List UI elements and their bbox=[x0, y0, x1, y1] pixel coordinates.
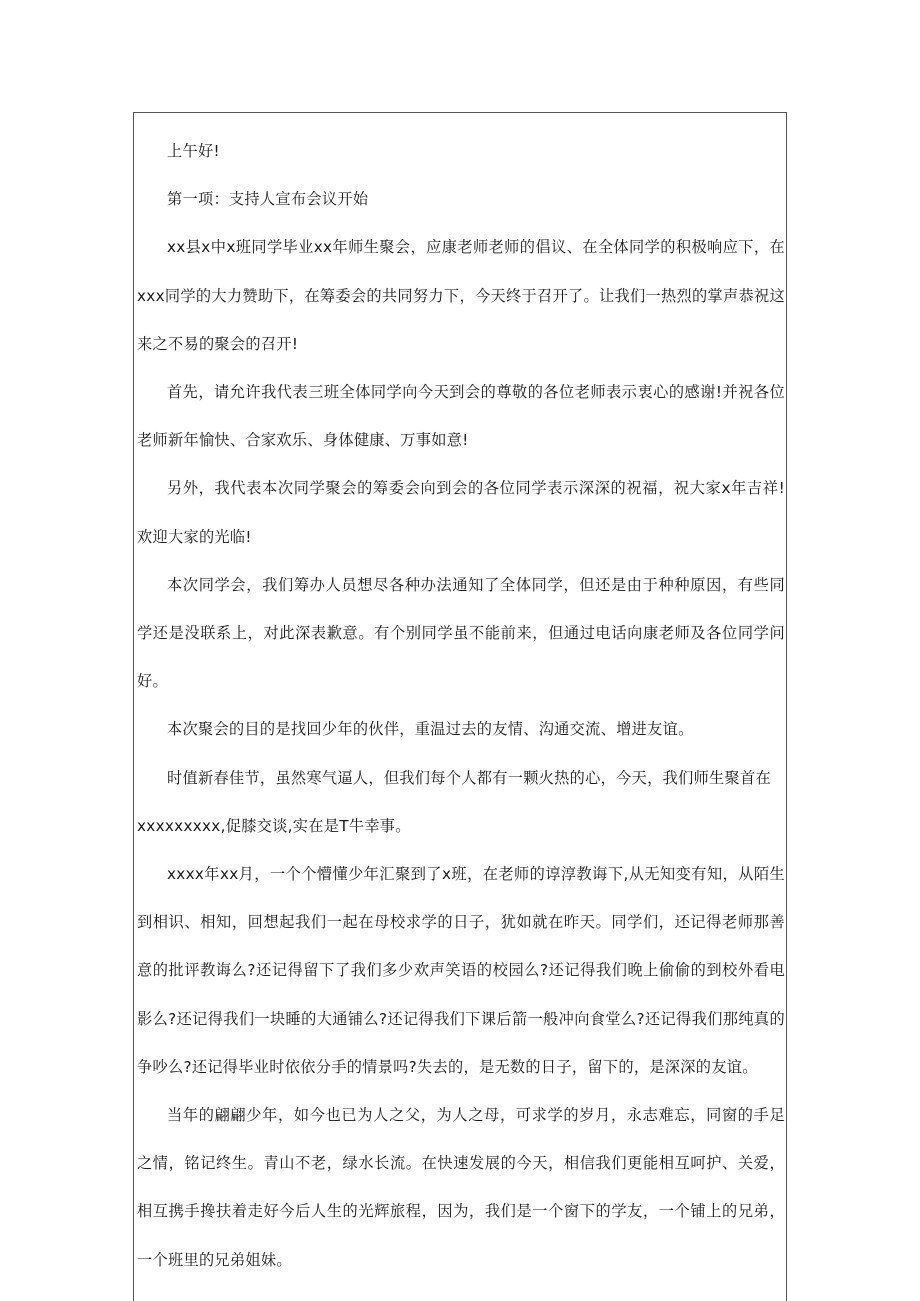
welcome-classmates-paragraph: 另外，我代表本次同学聚会的筹委会向到会的各位同学表示深深的祝福，祝大家x年吉祥!欢迎大家的光临! bbox=[137, 479, 785, 546]
apology-paragraph: 本次同学会，我们筹办人员想尽各种办法通知了全体同学，但还是由于种种原因，有些同学还是没联系上，对此深表歉意。有个别同学虽不能前来，但通过电话向康老师及各位同学问好。 bbox=[137, 575, 785, 691]
closing-paragraph: 当年的翩翩少年，如今也已为人之父，为人之母，可求学的岁月，永志难忘，同窗的手足之情，铭记终生。青山不老，绿水长流。在快速发展的今天，相信我们更能相互呵护、关爱，相互携手搀扶着走好今后人生的光辉旅程，因为，我们是一个窗下的学友，一个铺上的兄弟，一个班里的兄弟姐妹。 bbox=[137, 1106, 785, 1269]
venue-paragraph: xxxxxxxxx,促膝交谈,实在是T牛幸事。 bbox=[137, 816, 411, 835]
agenda-item-paragraph: 第一项：支持人宣布会议开始 bbox=[167, 190, 369, 209]
thanks-teachers-paragraph: 首先，请允许我代表三班全体同学向今天到会的尊敬的各位老师表示衷心的感谢!并祝各位老师新年愉快、合家欢乐、身体健康、万事如意! bbox=[137, 383, 785, 450]
festival-paragraph: 时值新春佳节，虽然寒气逼人，但我们每个人都有一颗火热的心，今天，我们师生聚首在 bbox=[167, 768, 772, 787]
purpose-paragraph: 本次聚会的目的是找回少年的伙伴，重温过去的友情、沟通交流、增进友谊。 bbox=[167, 720, 694, 739]
document-body bbox=[137, 127, 785, 1284]
memories-paragraph: xxxx年xx月，一个个懵懂少年汇聚到了x班，在老师的谆淳教诲下,从无知变有知，从陌生到相识、相知，回想起我们一起在母校求学的日子，犹如就在昨天。同学们，还记得老师那善意的批评教诲么?还记得留下了我们多少欢声笑语的校园么?还记得我们晚上偷偷的到校外看电影么?还记得我们一块睡的大通铺么?还记得我们下课后箭一般冲向食堂么?还记得我们那纯真的争吵么?还记得毕业时依依分手的情景吗?失去的，是无数的日子，留下的，是深深的友谊。 bbox=[137, 865, 785, 1076]
opening-paragraph: xx县x中x班同学毕业xx年师生聚会，应康老师老师的倡议、在全体同学的积极响应下，在xxx同学的大力赞助下，在筹委会的共同努力下，今天终于召开了。让我们一热烈的掌声恭祝这来之不易的聚会的召开! bbox=[137, 238, 785, 353]
greeting-paragraph: 上午好! bbox=[167, 142, 220, 160]
